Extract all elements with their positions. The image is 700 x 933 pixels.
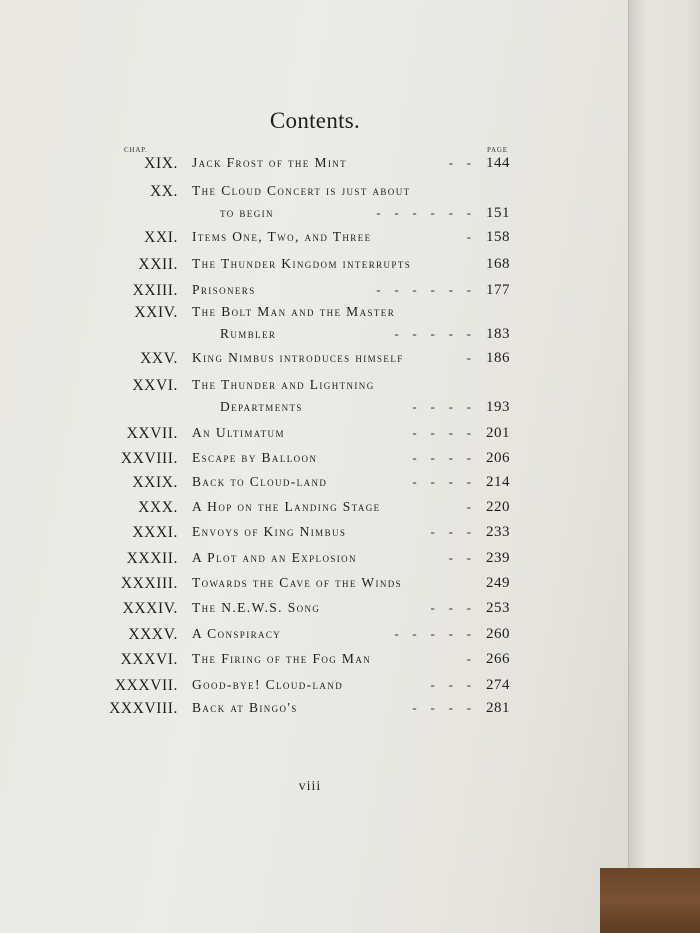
chapter-number: XXI. [144,229,178,246]
dot-leader: - - - - [412,425,472,440]
page-title: Contents. [269,108,361,133]
chapter-title: Items One, Two, and Three [192,229,372,244]
page-number: 253 [486,600,510,616]
chapter-number: XXX. [138,499,178,516]
dot-leader: - - - - - - [376,282,472,297]
chapter-title: Back to Cloud-land [192,474,328,489]
toc-entry [0,651,640,673]
page-number: 183 [486,326,510,342]
toc-entry [0,183,640,205]
page-number: 186 [486,350,510,366]
chapter-title: Towards the Cave of the Winds [192,575,403,590]
chapter-title: A Plot and an Explosion [192,550,357,565]
page-number: 206 [486,450,510,466]
chapter-number: XXV. [140,350,178,367]
chapter-number: XX. [149,183,178,200]
chapter-title: The Thunder Kingdom interrupts [192,256,412,271]
page-number: 177 [486,282,510,298]
toc-entry [0,425,640,447]
dot-leader: - - [448,550,472,565]
toc-entry [0,450,640,472]
chapter-number: XXXIII. [120,575,178,592]
chapter-number: XIX. [144,155,178,172]
page-number: 168 [486,256,510,272]
dot-leader: - - - - [412,450,472,465]
toc-entry [0,229,640,251]
chapter-title: Jack Frost of the Mint [192,155,348,170]
chapter-title: The Thunder and Lightning [192,377,375,392]
toc-entry [0,474,640,496]
page-number: 274 [486,677,510,693]
chapter-title: The Firing of the Fog Man [192,651,372,666]
chapter-title: King Nimbus introduces himself [192,350,404,365]
page-number: 281 [486,700,510,716]
page-number: 260 [486,626,510,642]
page-number: 249 [486,575,510,591]
page-number: 266 [486,651,510,667]
dot-leader: - [466,350,472,365]
dot-leader: - - - - - [394,626,472,641]
toc-entry-continuation [0,205,640,227]
page-number: 220 [486,499,510,515]
toc-entry [0,304,640,326]
toc-entry [0,600,640,622]
page-number: 158 [486,229,510,245]
chapter-number: XXXV. [128,626,178,643]
chapter-title-continuation: Departments [220,399,303,414]
toc-entry-continuation [0,399,640,421]
toc-entry [0,524,640,546]
page-number: 144 [486,155,510,171]
chapter-number: XXIX. [132,474,178,491]
chapter-title: Prisoners [192,282,256,297]
toc-entry [0,550,640,572]
page-number: 214 [486,474,510,490]
chapter-title: A Conspiracy [192,626,282,641]
chapter-number: XXVIII. [120,450,178,467]
dot-leader: - - - - [412,399,472,414]
page-column-header: PAGE [487,146,508,154]
chapter-title: A Hop on the Landing Stage [192,499,381,514]
chapter-number: XXXI. [132,524,178,541]
page-number: 193 [486,399,510,415]
chapter-title: The N.E.W.S. Song [192,600,321,615]
toc-entry [0,626,640,648]
chapter-title-continuation: to begin [220,205,274,220]
chapter-number: XXVII. [126,425,178,442]
toc-entry [0,377,640,399]
toc-entry [0,256,640,278]
dot-leader: - - - - [412,474,472,489]
dot-leader: - - - [430,677,472,692]
chapter-title: The Bolt Man and the Master [192,304,396,319]
chapter-title-continuation: Rumbler [220,326,277,341]
dot-leader: - - - [430,524,472,539]
dot-leader: - - [448,155,472,170]
chapter-number: XXXII. [126,550,178,567]
chapter-number: XXXVI. [120,651,178,668]
toc-entry-continuation [0,326,640,348]
dot-leader: - - - [430,600,472,615]
toc-entry [0,499,640,521]
page-number: 233 [486,524,510,540]
page-folio: viii [298,779,322,794]
chapter-title: An Ultimatum [192,425,285,440]
chapter-column-header: CHAP. [124,146,148,154]
chapter-title: Escape by Balloon [192,450,318,465]
toc-entry [0,575,640,597]
page-number: 201 [486,425,510,441]
chapter-number: XXXIV. [122,600,178,617]
dot-leader: - [466,229,472,244]
chapter-number: XXIII. [132,282,178,299]
dot-leader: - [466,499,472,514]
dot-leader: - - - - - [394,326,472,341]
dot-leader: - [466,651,472,666]
page-number: 239 [486,550,510,566]
chapter-number: XXII. [138,256,178,273]
chapter-number: XXIV. [134,304,178,321]
chapter-title: The Cloud Concert is just about [192,183,411,198]
chapter-number: XXVI. [132,377,178,394]
chapter-title: Good-bye! Cloud-land [192,677,344,692]
chapter-title: Back at Bingo's [192,700,298,715]
chapter-number: XXXVII. [114,677,178,694]
toc-entry [0,282,640,304]
chapter-number: XXXVIII. [109,700,178,717]
toc-entry [0,700,640,722]
toc-entry [0,677,640,699]
toc-entry [0,155,640,177]
page-number: 151 [486,205,510,221]
dot-leader: - - - - - - [376,205,472,220]
chapter-title: Envoys of King Nimbus [192,524,347,539]
dot-leader: - - - - [412,700,472,715]
toc-entry [0,350,640,372]
